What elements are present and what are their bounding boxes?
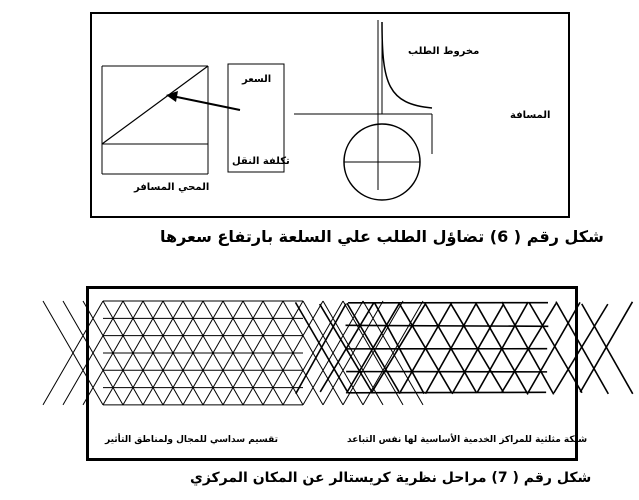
triangle-network-line bbox=[346, 325, 549, 326]
demand-cone-curve bbox=[382, 22, 432, 108]
travel-curve-label: المحي المسافر bbox=[134, 182, 210, 193]
transport-cost-label: تكلفة النقل bbox=[232, 156, 290, 167]
arrow-line bbox=[172, 96, 240, 110]
price-label: السعر bbox=[242, 74, 272, 85]
triangle-network-line bbox=[477, 302, 528, 392]
triangle-network-line bbox=[320, 303, 374, 392]
triangle-network-line bbox=[582, 304, 633, 394]
triangle-network-line bbox=[529, 303, 582, 393]
demand-cone-label: مخروط الطلب bbox=[408, 46, 480, 57]
figure-6-panel bbox=[90, 12, 570, 218]
figure-6-caption: شكل رقم ( 6) تضاؤل الطلب علي السلعة بارتفاع سعرها bbox=[160, 227, 604, 246]
triangular-network bbox=[295, 302, 632, 395]
figure-7-panel bbox=[86, 286, 588, 461]
distance-label: المسافة bbox=[510, 110, 551, 121]
triangle-network-line bbox=[528, 302, 580, 393]
figure-7-caption: شكل رقم ( 7) مراحل نظرية كريستالر عن المكان المركزي bbox=[190, 470, 592, 486]
hexagonal-division-label: تقسيم سداسي للمجال ولمناطق التأثير bbox=[105, 435, 278, 445]
price-diagonal-line bbox=[102, 66, 208, 144]
triangular-network-label: شبكة مثلثية للمراكز الخدمية الأساسية لها نفس التباعد bbox=[347, 435, 588, 445]
